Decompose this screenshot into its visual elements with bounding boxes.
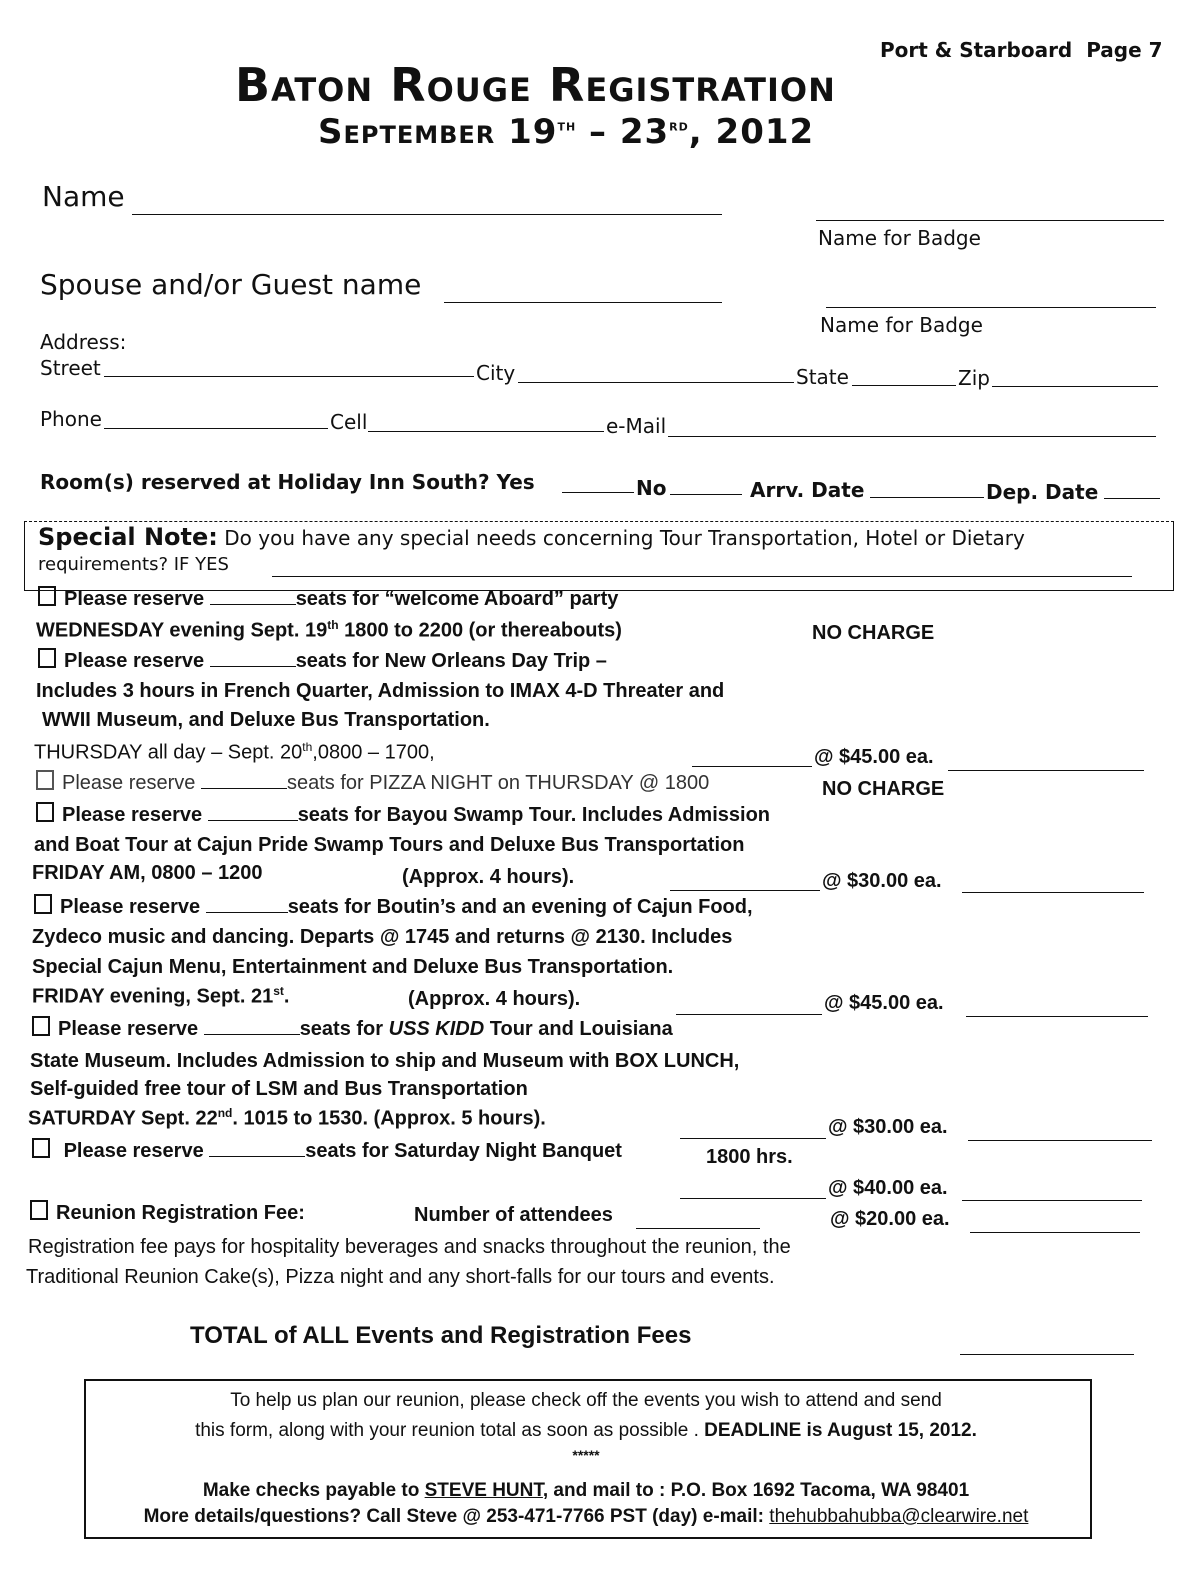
event-line: Please reserve xyxy=(62,772,201,794)
event-line: seats for Bayou Swamp Tour. Includes Admission xyxy=(297,804,771,826)
pizza-night-checkbox[interactable] xyxy=(36,770,54,790)
event-line: FRIDAY AM, 0800 – 1200 xyxy=(32,862,263,884)
event-line: seats for xyxy=(299,1018,389,1040)
event-pizza-night xyxy=(36,770,709,795)
event-line: th xyxy=(302,740,313,754)
registration-fee-checkbox[interactable] xyxy=(30,1200,48,1220)
badge-label-1: Name for Badge xyxy=(818,226,981,250)
event-line: WWII Museum, and Deluxe Bus Transportation. xyxy=(42,709,490,731)
boutins-seats-field[interactable] xyxy=(206,911,288,913)
special-note-heading: Special Note: xyxy=(38,523,218,551)
event-bayou-swamp xyxy=(36,802,770,827)
address-label: Address: xyxy=(40,330,127,354)
event-dates xyxy=(318,112,814,152)
registration-fee xyxy=(30,1200,305,1225)
event-line: and Boat Tour at Cajun Pride Swamp Tours and Deluxe Bus Transportation xyxy=(34,834,745,856)
email-field[interactable] xyxy=(668,436,1156,437)
guest-name-field[interactable] xyxy=(444,302,722,303)
name-field[interactable] xyxy=(132,214,722,215)
badge-name-field-1[interactable] xyxy=(816,220,1164,221)
zip-label: Zip xyxy=(958,366,990,390)
page-title: Baton Rouge Registration xyxy=(235,58,836,112)
boutins-total-field[interactable] xyxy=(966,1016,1148,1017)
departure-date-label: Dep. Date xyxy=(986,480,1099,504)
welcome-aboard-checkbox[interactable] xyxy=(38,586,56,606)
banquet-seats-field[interactable] xyxy=(209,1155,305,1157)
event-line: Please reserve xyxy=(60,896,206,918)
banquet-qty-field[interactable] xyxy=(680,1198,826,1199)
event-line: Please reserve xyxy=(64,650,210,672)
phone-label: Phone xyxy=(40,407,102,431)
new-orleans-price: @ $45.00 ea. xyxy=(814,746,934,768)
banquet-price: @ $40.00 ea. xyxy=(828,1177,948,1199)
attendees-field[interactable] xyxy=(636,1228,760,1229)
new-orleans-seats-field[interactable] xyxy=(210,665,296,667)
event-line: nd xyxy=(217,1106,233,1120)
boutins-qty-field[interactable] xyxy=(676,1014,822,1015)
event-line: th xyxy=(327,618,339,632)
event-line: seats for “welcome Aboard” party xyxy=(295,588,619,610)
event-line: FRIDAY evening, Sept. 21 xyxy=(32,985,274,1008)
mailing-address: , and mail to : P.O. Box 1692 Tacoma, WA 98401 xyxy=(542,1480,970,1501)
instructions-line-1: To help us plan our reunion, please check off the events you wish to attend and send xyxy=(230,1390,942,1411)
uss-kidd-price: @ $30.00 ea. xyxy=(828,1116,948,1138)
event-line: SATURDAY Sept. 22 xyxy=(28,1107,218,1130)
uss-kidd-total-field[interactable] xyxy=(968,1140,1152,1141)
uss-kidd-qty-field[interactable] xyxy=(680,1138,826,1139)
boutins-checkbox[interactable] xyxy=(34,894,52,914)
guest-label: Spouse and/or Guest name xyxy=(40,268,422,301)
event-line xyxy=(32,984,289,1009)
room-question: Room(s) reserved at Holiday Inn South? Yes xyxy=(40,470,535,494)
event-new-orleans xyxy=(38,648,607,673)
registration-note-2: Traditional Reunion Cake(s), Pizza night and any short-falls for our tours and events. xyxy=(26,1266,775,1288)
instructions-line-2 xyxy=(86,1420,1086,1442)
contact-text: More details/questions? Call Steve @ 253-471-7766 PST (day) e-mail: xyxy=(143,1506,770,1527)
event-line: Tour and Louisiana xyxy=(484,1018,673,1040)
publication-header xyxy=(880,38,1163,62)
special-note-line-1 xyxy=(38,523,1025,551)
pizza-night-seats-field[interactable] xyxy=(201,787,287,789)
event-line: Special Cajun Menu, Entertainment and Deluxe Bus Transportation. xyxy=(32,956,674,978)
event-line: State Museum. Includes Admission to ship and Museum with BOX LUNCH, xyxy=(30,1050,740,1072)
cell-field[interactable] xyxy=(368,431,604,432)
event-line: USS KIDD xyxy=(388,1018,485,1040)
event-line: Zydeco music and dancing. Departs @ 1745 and returns @ 2130. Includes xyxy=(32,926,733,948)
dates-start: September 19 xyxy=(318,112,558,152)
event-line: st xyxy=(273,984,284,998)
dates-sup-2: rd xyxy=(669,115,689,135)
badge-name-field-2[interactable] xyxy=(826,307,1156,308)
pizza-night-price: NO CHARGE xyxy=(822,778,945,800)
mailing-instructions xyxy=(86,1480,1086,1502)
event-line: Please reserve xyxy=(63,1140,210,1162)
event-line: seats for New Orleans Day Trip – xyxy=(295,650,607,672)
event-line: THURSDAY all day – Sept. 20 xyxy=(34,741,303,764)
event-line xyxy=(28,1106,546,1131)
event-line: seats for PIZZA NIGHT on THURSDAY @ 1800 xyxy=(286,772,710,794)
bayou-swamp-qty-field[interactable] xyxy=(670,890,820,891)
special-note-text-1: Do you have any special needs concerning Tour Transportation, Hotel or Dietary xyxy=(217,526,1025,550)
event-line: (Approx. 4 hours). xyxy=(402,866,575,888)
contact-email-link[interactable]: thehubbahubba@clearwire.net xyxy=(769,1506,1029,1527)
city-label: City xyxy=(476,361,516,385)
deadline: DEADLINE is August 15, 2012. xyxy=(704,1420,977,1441)
email-label: e-Mail xyxy=(606,414,667,438)
special-note-text-2: requirements? IF YES xyxy=(38,554,229,575)
event-line: WEDNESDAY evening Sept. 19 xyxy=(36,619,328,642)
special-needs-field[interactable] xyxy=(272,576,1132,577)
new-orleans-checkbox[interactable] xyxy=(38,648,56,668)
event-line xyxy=(36,618,622,643)
event-line: 1800 to 2200 (or thereabouts) xyxy=(338,619,622,642)
event-line: Please reserve xyxy=(62,804,208,826)
bayou-swamp-seats-field[interactable] xyxy=(208,819,298,821)
uss-kidd-checkbox[interactable] xyxy=(32,1016,50,1036)
name-label: Name xyxy=(42,180,125,213)
bayou-swamp-price: @ $30.00 ea. xyxy=(822,870,942,892)
event-line: ,0800 – 1700, xyxy=(312,741,435,764)
separator-stars: ***** xyxy=(572,1447,600,1463)
event-line: . xyxy=(283,985,290,1008)
bayou-swamp-total-field[interactable] xyxy=(962,892,1144,893)
city-field[interactable] xyxy=(518,382,794,383)
room-yes-field[interactable] xyxy=(562,492,634,493)
event-line: Includes 3 hours in French Quarter, Admission to IMAX 4-D Threater and xyxy=(36,680,725,702)
new-orleans-qty-field[interactable] xyxy=(692,766,812,767)
event-banquet xyxy=(32,1138,622,1163)
phone-field[interactable] xyxy=(104,428,328,429)
event-uss-kidd xyxy=(32,1016,673,1041)
state-field[interactable] xyxy=(852,385,956,386)
page-number: Page 7 xyxy=(1086,38,1163,62)
event-boutins xyxy=(34,894,753,919)
bayou-swamp-checkbox[interactable] xyxy=(36,802,54,822)
event-line: Self-guided free tour of LSM and Bus Transportation xyxy=(30,1078,528,1100)
registration-fee-label: Reunion Registration Fee: xyxy=(56,1202,305,1224)
welcome-aboard-seats-field[interactable] xyxy=(210,603,296,605)
dates-sup-1: th xyxy=(557,115,577,135)
total-label: TOTAL of ALL Events and Registration Fees xyxy=(190,1322,692,1349)
welcome-aboard-price: NO CHARGE xyxy=(812,622,935,644)
state-label: State xyxy=(796,365,849,389)
arrival-date-label: Arrv. Date xyxy=(750,478,865,502)
event-line: Please reserve xyxy=(58,1018,204,1040)
room-no-label: No xyxy=(636,476,667,500)
cell-label: Cell xyxy=(330,410,368,434)
event-line: seats for Saturday Night Banquet xyxy=(305,1140,622,1162)
banquet-checkbox[interactable] xyxy=(32,1138,50,1158)
event-welcome-aboard xyxy=(38,586,618,611)
event-line xyxy=(34,740,435,765)
instructions-text: this form, along with your reunion total as soon as possible . xyxy=(195,1420,705,1441)
room-no-field[interactable] xyxy=(670,494,742,495)
dates-year: , 2012 xyxy=(688,112,815,152)
total-field[interactable] xyxy=(960,1354,1134,1355)
event-line: Please reserve xyxy=(64,588,210,610)
registration-fee-price: @ $20.00 ea. xyxy=(830,1208,950,1230)
registration-fee-total-field[interactable] xyxy=(970,1232,1140,1233)
attendees-label: Number of attendees xyxy=(414,1204,613,1226)
banquet-total-field[interactable] xyxy=(962,1200,1142,1201)
mailing-text: Make checks payable to xyxy=(202,1480,425,1501)
arrival-date-field[interactable] xyxy=(870,497,984,498)
street-label: Street xyxy=(40,356,101,380)
registration-note-1: Registration fee pays for hospitality beverages and snacks throughout the reunion, the xyxy=(28,1236,791,1258)
uss-kidd-seats-field[interactable] xyxy=(204,1033,300,1035)
dates-mid: – 23 xyxy=(576,112,670,152)
departure-date-field[interactable] xyxy=(1104,498,1160,499)
new-orleans-total-field[interactable] xyxy=(948,770,1144,771)
payee-name: STEVE HUNT xyxy=(424,1480,543,1501)
boutins-price: @ $45.00 ea. xyxy=(824,992,944,1014)
event-line: (Approx. 4 hours). xyxy=(408,988,581,1010)
badge-label-2: Name for Badge xyxy=(820,313,983,337)
event-line: . 1015 to 1530. (Approx. 5 hours). xyxy=(232,1107,546,1130)
event-line: seats for Boutin’s and an evening of Cajun Food, xyxy=(287,896,753,918)
zip-field[interactable] xyxy=(992,386,1158,387)
contact-line xyxy=(86,1506,1086,1528)
banquet-time: 1800 hrs. xyxy=(706,1146,793,1168)
street-field[interactable] xyxy=(104,376,474,377)
publication-name: Port & Starboard xyxy=(880,38,1073,62)
